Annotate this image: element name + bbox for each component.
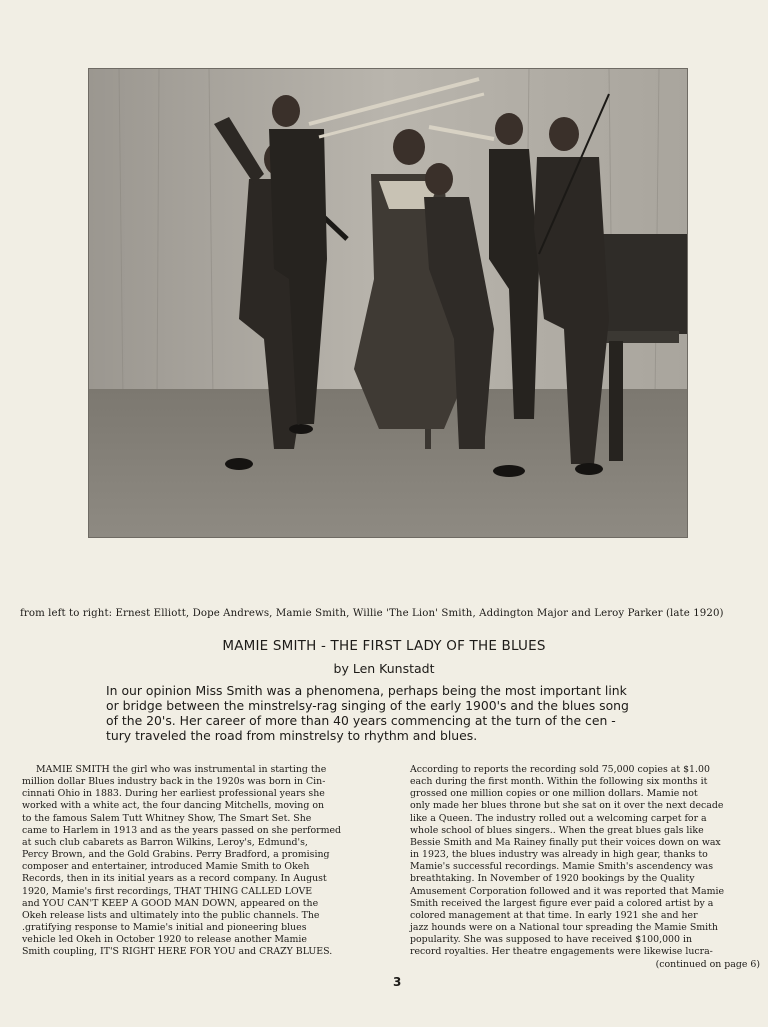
body-line: 1920, Mamie's first recordings, THAT THING CALLED LOVE <box>22 885 313 897</box>
body-line: grossed one million copies or one million dollars. Mamie not <box>410 788 698 800</box>
body-line: Records, then in its initial years as a record company. In August <box>22 873 327 885</box>
body-line: jazz hounds were on a National tour spreading the Mamie Smith <box>410 922 718 934</box>
body-line: whole school of blues singers.. When the great blues gals like <box>410 824 704 836</box>
right-column <box>410 764 760 971</box>
body-line: composer and entertainer, introduced Mamie Smith to Okeh <box>22 861 310 873</box>
body-line: at such club cabarets as Barron Wilkins, Leroy's, Edmund's, <box>22 836 308 848</box>
body-line: Okeh release lists and ultimately into the public channels. The <box>22 909 320 921</box>
body-line: breathtaking. In November of 1920 bookings by the Quality <box>410 873 695 885</box>
intro-line: tury traveled the road from minstrelsy to rhythm and blues. <box>106 728 478 743</box>
body-line: Smith coupling, IT'S RIGHT HERE FOR YOU and CRAZY BLUES. <box>22 946 333 958</box>
intro-line: or bridge between the minstrelsy-rag singing of the early 1900's and the blues song <box>106 698 629 713</box>
body-line: worked with a white act, the four dancing Mitchells, moving on <box>22 800 325 812</box>
body-line: Percy Brown, and the Gold Grabins. Perry Bradford, a promising <box>22 849 330 861</box>
band-photograph <box>88 68 688 538</box>
body-line: MAMIE SMITH the girl who was instrumental in starting the <box>36 764 327 775</box>
body-line: to the famous Salem Tutt Whitney Show, The Smart Set. She <box>22 812 312 824</box>
intro-line: of the 20's. Her career of more than 40 years commencing at the turn of the cen - <box>106 713 616 728</box>
body-line: in 1923, the blues industry was already in high gear, thanks to <box>410 849 708 861</box>
body-line: vehicle led Okeh in October 1920 to release another Mamie <box>22 934 307 946</box>
body-line: million dollar Blues industry back in the 1920s was born in Cin- <box>22 776 326 788</box>
body-line: .gratifying response to Mamie's initial and pioneering blues <box>22 922 307 934</box>
body-line: came to Harlem in 1913 and as the years passed on she performed <box>22 824 342 836</box>
photo-caption: from left to right: Ernest Elliott, Dope Andrews, Mamie Smith, Willie 'The Lion' Smith, Addington Major and Leroy Parker (late 1920) <box>20 608 724 619</box>
article-intro <box>106 683 666 743</box>
page-number: 3 <box>393 975 402 989</box>
body-line: popularity. She was supposed to have received $100,000 in <box>410 934 693 946</box>
body-line: Mamie's successful recordings. Mamie Smith's ascendency was <box>410 861 714 873</box>
body-line: like a Queen. The industry rolled out a welcoming carpet for a <box>410 812 707 824</box>
body-line: Smith received the largest figure ever paid a colored artist by a <box>410 897 714 909</box>
band-photograph-icon <box>89 69 687 537</box>
body-line: record royalties. Her theatre engagements were likewise lucra- <box>410 946 713 958</box>
body-line: each during the first month. Within the following six months it <box>410 776 708 788</box>
article-title: MAMIE SMITH - THE FIRST LADY OF THE BLUES <box>222 638 546 654</box>
continued-note: (continued on page 6) <box>655 958 760 970</box>
body-line: cinnati Ohio in 1883. During her earliest professional years she <box>22 788 325 800</box>
body-line: colored management at that time. In early 1921 she and her <box>410 909 698 921</box>
body-line: and YOU CAN'T KEEP A GOOD MAN DOWN, appeared on the <box>22 897 319 909</box>
left-column <box>22 764 367 959</box>
body-line: According to reports the recording sold 75,000 copies at $1.00 <box>410 764 710 775</box>
article-byline: by Len Kunstadt <box>333 661 435 676</box>
body-line: Amusement Corporation followed and it was reported that Mamie <box>410 885 725 897</box>
intro-line: In our opinion Miss Smith was a phenomena, perhaps being the most important link <box>106 683 627 698</box>
body-line: Bessie Smith and Ma Rainey finally put their voices down on wax <box>410 836 721 848</box>
body-line: only made her blues throne but she sat on it over the next decade <box>410 800 724 812</box>
